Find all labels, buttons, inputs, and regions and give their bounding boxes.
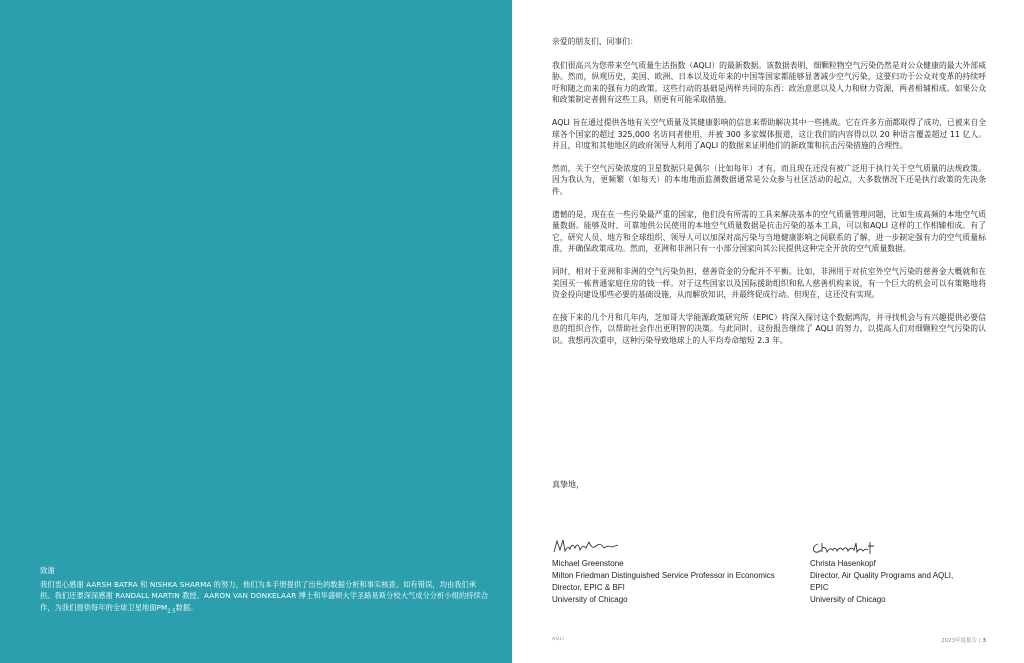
- signer-affiliation: University of Chicago: [810, 595, 886, 604]
- page-number: 3: [982, 638, 986, 644]
- signature-block-hasenkopf: [810, 536, 953, 606]
- acknowledgements-body: 我们衷心感谢 AARSH BATRA 和 NISHKA SHARMA 的努力，他们为本手册提供了出色的数据分析和事实核查。如有错误，均由我们承担。我们还要深深感谢 RANDALL MARTIN 教授、AARON VAN DONKELAAR 博士和华盛顿大学圣路易斯分校大气成分分析小组的持续合作，为我们提供每年的全球卫星地面PM: [40, 579, 489, 612]
- signer-role: Director, EPIC & BFI: [552, 583, 625, 592]
- pm-subscript: 2.5: [167, 607, 176, 614]
- handwritten-signature-icon: [552, 536, 622, 558]
- footer-page-info: [941, 636, 986, 644]
- signer-title: Director, Air Quality Programs and AQLI,: [810, 571, 954, 580]
- handwritten-signature-icon: [810, 536, 880, 558]
- letter-paragraph: 然而，关于空气污染浓度的卫星数据只是偶尔（比如每年）才有，而且现在还没有被广泛用于执行关于空气质量的法规政策。因为我认为，更频繁（如每天）的本地地面监测数据通常是公众参与社区活动的起点，大多数情况下还是执行政策的先决条件。: [552, 163, 986, 196]
- signer-affiliation: University of Chicago: [552, 595, 628, 604]
- acknowledgements-text: [40, 579, 490, 618]
- letter-greeting: 亲爱的朋友们、同事们：: [552, 37, 638, 46]
- signature-block-greenstone: [552, 536, 775, 606]
- letter-paragraph: 遗憾的是，现在在一些污染最严重的国家，他们没有所需的工具来解决基本的空气质量管理问题，比如生成高频的本地空气质量数据。能够及时、可靠地供公民使用的本地空气质量数据是抗击污染的基本工具，可以和AQLI 这样的工作相辅相成。有了它，研究人员、地方和全球组织、领导人可以加深对高污染与当地健康影响之间联系的了解，进一步制定强有力的空气质量标准，并确保政策成功。然而，亚洲和非洲只有一小部分国家向其公民提供这种完全开放的空气质量数据。: [552, 209, 986, 254]
- footer-report-label: 2023年度报告: [941, 638, 978, 644]
- letter-closing: 真挚地，: [552, 480, 584, 489]
- signer-name: Christa Hasenkopf: [810, 559, 876, 568]
- letter-paragraph: 我们很高兴为您带来空气质量生活指数（AQLI）的最新数据。该数据表明，细颗粒物空气污染仍然是对公众健康的最大外部威胁。然而，纵观历史，美国、欧洲、日本以及近年来的中国等国家都能够显著减少空气污染，这要归功于公众对变革的持续呼吁和随之而来的强有力的政策。这些行动的基础是两样共同的东西：政治意愿以及人力和财力资源，两者相辅相成。如果公众和政策制定者拥有这些工具，则更有可能采取措施。: [552, 60, 986, 105]
- signer-role: EPIC: [810, 583, 829, 592]
- acknowledgements: [40, 565, 490, 617]
- letter-body: [552, 36, 986, 357]
- letter-paragraph: 同时，相对于亚洲和非洲的空气污染负担，慈善资金的分配并不平衡。比如，非洲用于对抗室外空气污染的慈善金大概就和在美国买一栋普通家庭住房的钱一样。对于这些国家以及国际援助组织和私人慈善机构来说，有一个巨大的机会可以有策略地将资金投向建设那些必要的基础设施，从而解放知识，并最终促成行动。但现在，这还没有实现。: [552, 266, 986, 300]
- letter-paragraph: AQLI 旨在通过提供各地有关空气质量及其健康影响的信息来帮助解决其中一些挑战。它在许多方面都取得了成功，已被来自全球各个国家的超过 325,000 名访问者使用，并被 300 多家媒体报道，这让我们的内容得以以 20 种语言覆盖超过 11 亿人。并且，印度和其他地区的政府领导人利用了AQLI 的数据来证明他们的新政策和抗击污染措施的合理性。: [552, 117, 986, 151]
- footer-logo-text: AQLI: [552, 637, 565, 642]
- footer-divider: |: [978, 638, 981, 644]
- acknowledgements-tail: 数据。: [175, 602, 198, 612]
- letter-paragraph: 在接下来的几个月和几年内，芝加哥大学能源政策研究所（EPIC）将深入探讨这个数据鸿沟，并寻找机会与有兴趣提供必要信息的组织合作，以帮助社会作出更明智的决策。与此同时，这份报告继续了 AQLI 的努力，以提高人们对细颗粒空气污染的认识。我想再次重申，这种污染导致地球上的人平均寿命缩短 2.3 年。: [552, 312, 986, 345]
- signer-name: Michael Greenstone: [552, 559, 624, 568]
- signer-title: Milton Friedman Distinguished Service Professor in Economics: [552, 571, 775, 580]
- acknowledgements-title: 致谢: [40, 566, 55, 575]
- letter-page: [512, 0, 1024, 663]
